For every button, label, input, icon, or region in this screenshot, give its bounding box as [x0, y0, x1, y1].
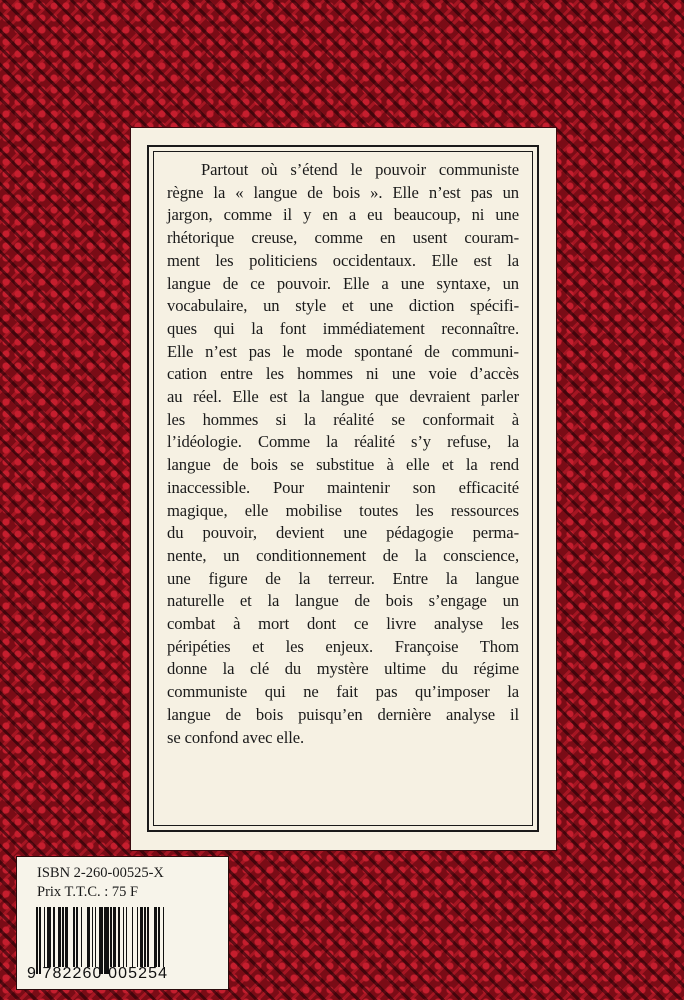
blurb-line: donne la clé du mystère ultime du régime: [167, 659, 519, 679]
blurb-line: naturelle et la langue de bois s’engage un: [167, 591, 519, 611]
blurb-line: langue de bois se substitue à elle et la rend: [167, 455, 519, 475]
price-label: Prix T.T.C. : 75 F: [37, 884, 139, 900]
blurb-line: règne la « langue de bois ». Elle n’est pas un: [167, 182, 519, 202]
blurb-line: se confond avec elle.: [167, 727, 305, 747]
blurb-line: ment les politiciens occidentaux. Elle est la: [167, 250, 519, 270]
blurb-line: combat à mort dont ce livre analyse les: [167, 614, 519, 634]
blurb-line: nente, un conditionnement de la conscience,: [167, 545, 519, 565]
blurb-line: rhétorique creuse, comme en usent couram-: [167, 228, 519, 248]
isbn-box: [17, 857, 228, 989]
blurb-panel: [131, 128, 556, 850]
blurb-line: du pouvoir, devient une pédagogie perma-: [167, 523, 519, 543]
blurb-line: Partout où s’étend le pouvoir communiste: [201, 160, 519, 179]
blurb-line: au réel. Elle est la langue que devraient parler: [167, 387, 519, 407]
isbn-number: ISBN 2-260-00525-X: [37, 865, 164, 881]
blurb-line: langue de bois puisqu’en dernière analyse il: [167, 704, 519, 724]
blurb-line: inaccessible. Pour maintenir son efficacité: [167, 477, 519, 497]
blurb-line: les hommes si la réalité se conformait à: [167, 409, 519, 429]
blurb-line: jargon, comme il y en a eu beaucoup, ni une: [167, 205, 519, 225]
blurb-line: l’idéologie. Comme la réalité s’y refuse, la: [167, 432, 519, 452]
blurb-line: cation entre les hommes ni une voie d’accès: [167, 364, 519, 384]
blurb-line: magique, elle mobilise toutes les ressources: [167, 500, 519, 520]
barcode: [36, 907, 220, 967]
barcode-digits: 9 782260 005254: [27, 965, 169, 982]
blurb-line: vocabulaire, un style et une diction spécifi-: [167, 296, 519, 316]
blurb-line: ques qui la font immédiatement reconnaître.: [167, 318, 519, 338]
blurb-text: [167, 159, 519, 749]
blurb-line: langue de ce pouvoir. Elle a une syntaxe, un: [167, 273, 519, 293]
blurb-line: communiste qui ne fait pas qu’imposer la: [167, 682, 519, 702]
blurb-line: péripéties et les enjeux. Françoise Thom: [167, 636, 519, 656]
blurb-line: une figure de la terreur. Entre la langue: [167, 568, 519, 588]
blurb-line: Elle n’est pas le mode spontané de communi-: [167, 341, 519, 361]
